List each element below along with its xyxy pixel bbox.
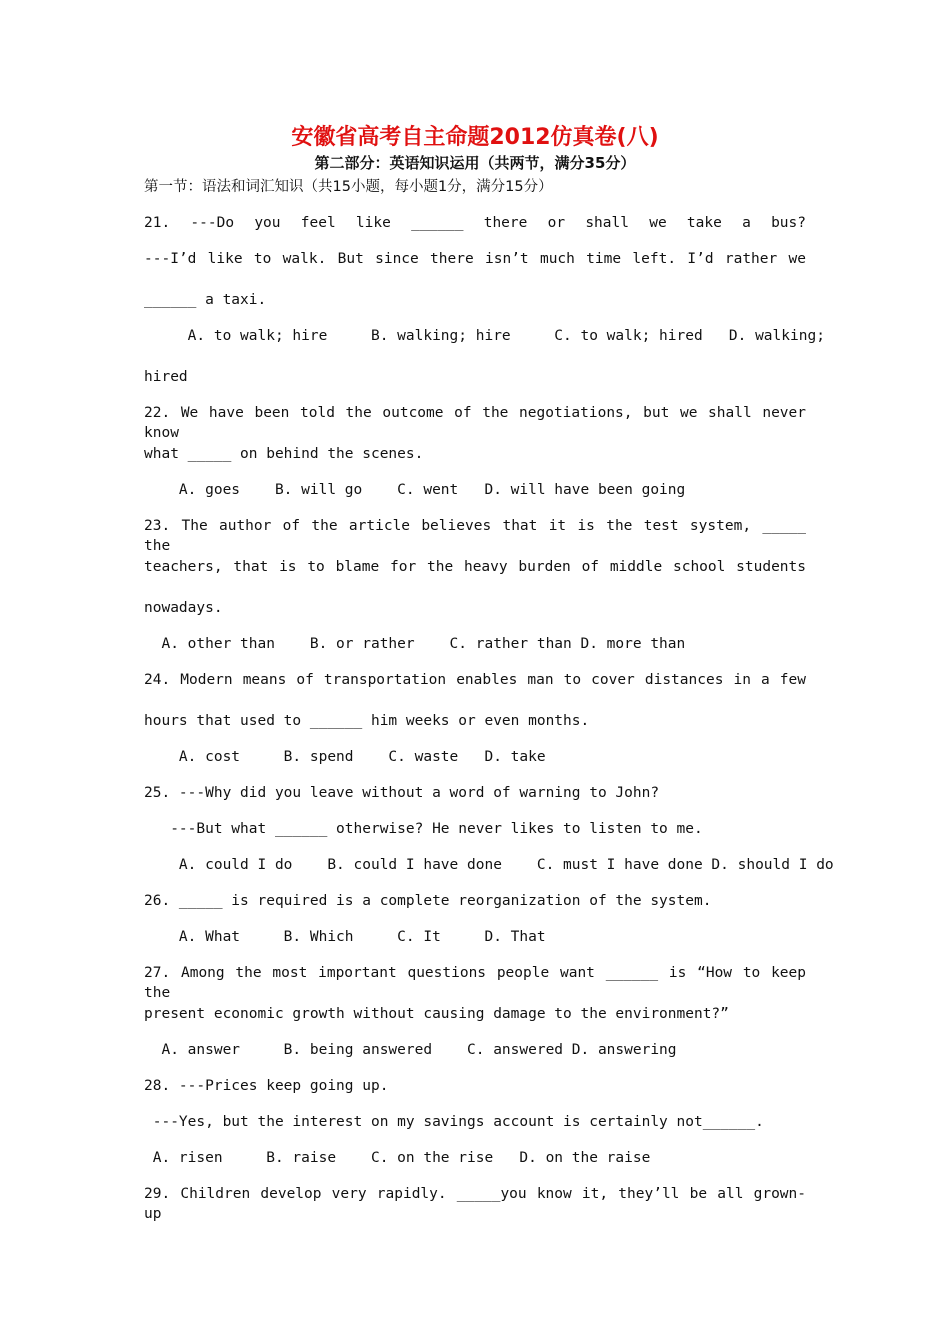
question-line: nowadays.: [144, 600, 223, 616]
answer-options: A. goes B. will go C. went D. will have been going: [144, 482, 686, 498]
answer-options: hired: [144, 369, 188, 385]
question-line: 22. We have been told the outcome of the negotiations, but we shall never know: [144, 405, 806, 441]
question-line: what _____ on behind the scenes.: [144, 446, 424, 462]
answer-options: A. could I do B. could I have done C. must I have done D. should I do: [144, 857, 834, 873]
question-line: ---Yes, but the interest on my savings account is certainly not______.: [144, 1114, 764, 1130]
question-line: 24. Modern means of transportation enables man to cover distances in a few: [144, 672, 806, 688]
question-line: 23. The author of the article believes that it is the test system, _____ the: [144, 518, 806, 554]
question-line: 21. ---Do you feel like ______ there or shall we take a bus?: [144, 215, 806, 231]
answer-options: A. cost B. spend C. waste D. take: [144, 749, 546, 765]
question-line: teachers, that is to blame for the heavy burden of middle school students: [144, 559, 806, 575]
answer-options: A. to walk; hire B. walking; hire C. to walk; hired D. walking;: [144, 328, 825, 344]
question-line: present economic growth without causing damage to the environment?”: [144, 1006, 729, 1022]
answer-options: A. What B. Which C. It D. That: [144, 929, 546, 945]
question-line: 27. Among the most important questions people want ______ is “How to keep the: [144, 965, 806, 1001]
question-line: 26. _____ is required is a complete reorganization of the system.: [144, 893, 712, 909]
part-heading: 第二部分：英语知识运用（共两节，满分35分）: [314, 154, 636, 172]
question-line: ---I’d like to walk. But since there isn’t much time left. I’d rather we: [144, 251, 806, 267]
question-line: 29. Children develop very rapidly. _____you know it, they’ll be all grown-up: [144, 1186, 806, 1222]
section-heading: 第一节：语法和词汇知识（共15小题，每小题1分，满分15分）: [144, 179, 553, 195]
answer-options: A. answer B. being answered C. answered D. answering: [144, 1042, 677, 1058]
question-line: ---But what ______ otherwise? He never likes to listen to me.: [144, 821, 703, 837]
question-line: 28. ---Prices keep going up.: [144, 1078, 389, 1094]
exam-title: 安徽省高考自主命题2012仿真卷(八): [291, 125, 659, 150]
answer-options: A. other than B. or rather C. rather than D. more than: [144, 636, 686, 652]
question-line: 25. ---Why did you leave without a word of warning to John?: [144, 785, 660, 801]
question-line: ______ a taxi.: [144, 292, 267, 308]
question-line: hours that used to ______ him weeks or even months.: [144, 713, 590, 729]
answer-options: A. risen B. raise C. on the rise D. on the raise: [144, 1150, 651, 1166]
